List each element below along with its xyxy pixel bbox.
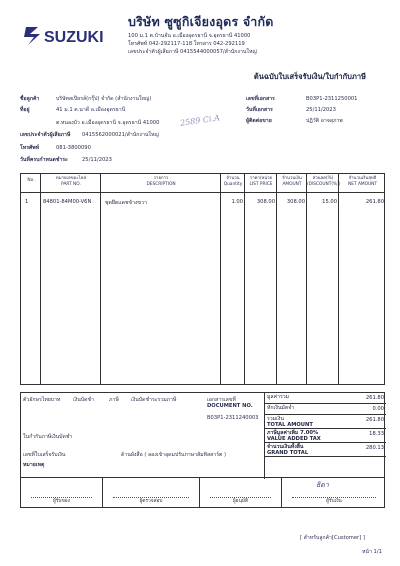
suzuki-s-icon	[22, 24, 142, 48]
buyer-taxid-value: 0415562000021/สำนักงานใหญ่	[82, 132, 159, 138]
total-row	[265, 415, 386, 429]
cashier-signature: ธิดา	[316, 481, 329, 489]
header-no: No.	[27, 178, 35, 183]
header-qty-th: จำนวน	[226, 176, 240, 181]
grand-total-row	[265, 443, 386, 457]
note-label: หมายเหตุ	[23, 462, 45, 468]
company-taxid: เลขประจำตัวผู้เสียภาษี 0415544000057/สำนักงานใหญ่	[128, 49, 257, 55]
document-title: ต้นฉบับใบเสร็จรับเงิน/ใบกำกับภาษี	[253, 72, 366, 81]
due-date-value: 25/11/2023	[82, 157, 112, 163]
col-divider	[21, 174, 41, 384]
buyer-taxid-label: เลขประจำตัวผู้เสียภาษี	[20, 132, 71, 138]
col-divider	[221, 174, 245, 384]
grand-total-value: 280.13	[365, 445, 384, 451]
text-amount-label: ตัวอักษรไทยบาท	[23, 397, 61, 403]
seller-label: ผู้ติดต่อขาย	[246, 118, 272, 124]
row-part: 84801-84M00-V6N	[43, 199, 92, 205]
header-amount	[277, 176, 307, 187]
header-amount-en: AMOUNT	[282, 181, 302, 187]
buyer-phone-row	[20, 144, 91, 152]
signature-section	[20, 478, 385, 508]
subtotal-row	[265, 393, 386, 404]
header-part-th: หมายเลขอะไหล่	[55, 176, 87, 181]
total-value: 261.80	[365, 417, 384, 423]
totals-box	[264, 393, 386, 479]
subtotal-label: มูลค่ารวม	[267, 394, 290, 400]
sig-cashier	[282, 478, 386, 507]
row-price: 308.00	[256, 199, 275, 205]
ref-en: DOCUMENT NO.	[207, 403, 253, 409]
row-amount: 308.00	[286, 199, 305, 205]
header-amount-th: จำนวนเงิน	[282, 176, 302, 181]
col-divider	[307, 174, 339, 384]
page-label: หน้า 1/1	[362, 549, 382, 555]
docdate-row	[246, 106, 336, 114]
header-part-en: PART NO.	[61, 181, 81, 187]
deposit-value: 0.00	[372, 406, 384, 412]
buyer-taxid-row	[20, 131, 159, 139]
vat-row	[265, 429, 386, 443]
row-desc: ชุดยึดแดชข้างขวา	[105, 200, 147, 206]
header-qty-en: Quantity	[223, 181, 243, 187]
paid-label: เงินบัดชำระรวมภาษี	[131, 397, 177, 403]
sig-checked	[103, 478, 200, 507]
deposit-label: หักเงินมัดจำ	[267, 405, 295, 411]
address-line1: 41 ม.1 ต.นาดี อ.เมืองอุดรธานี	[56, 107, 126, 113]
docno-row	[246, 95, 357, 103]
address-line2: ต.หนองบัว อ.เมืองอุดรธานี จ.อุดรธานี 41000	[56, 120, 160, 126]
header-desc-en: DESCRIPTION	[146, 181, 176, 187]
vat-value: 18.33	[369, 431, 384, 437]
receipt-label: เลขที่ใบเสร็จรับเงิน	[23, 452, 66, 458]
items-table	[20, 173, 385, 385]
address-label: ที่อยู่	[20, 107, 30, 113]
ref-th: เอกสารเลขที่	[207, 397, 236, 403]
docno-value: B03P1-2311250001	[306, 96, 358, 102]
buyer-phone-value: 081-3800090	[56, 145, 91, 151]
suzuki-logo	[22, 22, 144, 50]
company-name: บริษัท ซูซูกิเจียงอุดร จำกัด	[128, 14, 274, 29]
deposit-row	[265, 404, 386, 415]
company-info	[128, 12, 378, 56]
sig-approved-label: ผู้อนุมัติ	[232, 499, 249, 504]
customer-label: ชื่อลูกค้า	[20, 96, 40, 102]
seller-value: ปฏิวัติ อาจสุภาพ	[306, 118, 343, 124]
header-discount	[307, 176, 339, 187]
bank-label: ด้านผังสือ ( ลองเข้าอุดมปรับภาษาสัมทิสสาร์ต )	[121, 452, 227, 458]
header-qty	[221, 176, 245, 187]
tax-label: ภาษี	[109, 397, 119, 403]
company-phone: โทรศัพท์ 042-292117-118 โทรสาร 042-292119	[128, 41, 245, 47]
row-qty: 1.00	[231, 199, 243, 205]
ref-value: B03P1-2311240003	[207, 415, 259, 421]
svg-text:SUZUKI: SUZUKI	[44, 29, 104, 46]
customer-value: บริษัทสเปียรส์(กรุ๊ป) จำกัด (สำนักงานใหญ่)	[56, 96, 152, 102]
seller-row	[246, 117, 343, 125]
header-net	[339, 176, 386, 187]
header-discount-th: ส่วนลด(%)	[312, 176, 334, 181]
sig-approved	[200, 478, 282, 507]
header-price-en: LIST PRICE	[249, 181, 273, 187]
row-discount: 15.00	[322, 199, 337, 205]
copy-label: [ สำหรับลูกค้า[Customer] ]	[300, 535, 365, 541]
company-address: 100 ม.1 ต.บ้านจั่น อ.เมืองอุดรธานี จ.อุดรธานี 41000	[128, 33, 251, 39]
header-discount-en: (DISCOUNT(%))	[307, 181, 341, 187]
totals-section	[20, 392, 385, 478]
header-net-en: NET AMOUNT	[348, 181, 377, 187]
header-price-th: ราคา/หน่วย	[249, 176, 273, 181]
received-label: ในกำกับภาษีเงินบัดชำ	[23, 434, 73, 440]
header-desc	[101, 176, 221, 187]
grand-total-label: จำนวนเงินทั้งสิ้น GRAND TOTAL	[267, 444, 309, 456]
due-date-label: วันที่ครบกำหนดชำระ	[20, 157, 68, 163]
header-price	[245, 176, 277, 187]
address-row	[20, 106, 125, 114]
col-divider	[245, 174, 277, 384]
customer-row	[20, 95, 151, 103]
col-divider	[277, 174, 307, 384]
header-part	[41, 176, 101, 187]
docdate-value: 25/11/2023	[306, 107, 336, 113]
sig-cashier-label: ผู้รับเงิน	[326, 499, 342, 504]
subtotal-value: 261.80	[365, 395, 384, 401]
docdate-label: วันที่เอกสาร	[246, 107, 273, 113]
header-net-th: จำนวนเงินสุทธิ	[348, 176, 377, 181]
col-divider	[41, 174, 101, 384]
row-no: 1	[25, 199, 29, 205]
sig-checked-label: ผู้ตรวจสอบ	[139, 499, 163, 504]
sig-received	[21, 478, 103, 507]
cash-label: เงินบัดชำ	[73, 397, 94, 403]
handwritten-note: 2589 Ci.A	[179, 113, 221, 128]
vat-label: ภาษีมูลค่าเพิ่ม 7.00% VALUE ADDED TAX	[267, 430, 321, 442]
docno-label: เลขที่เอกสาร	[246, 96, 275, 102]
sig-received-label: ผู้รับของ	[53, 499, 70, 504]
total-label: รวมเงิน TOTAL AMOUNT	[267, 416, 313, 428]
row-net: 261.80	[365, 199, 384, 205]
header-desc-th: รายการ	[153, 176, 169, 181]
due-date-row	[20, 156, 112, 164]
buyer-phone-label: โทรศัพท์	[20, 145, 40, 151]
